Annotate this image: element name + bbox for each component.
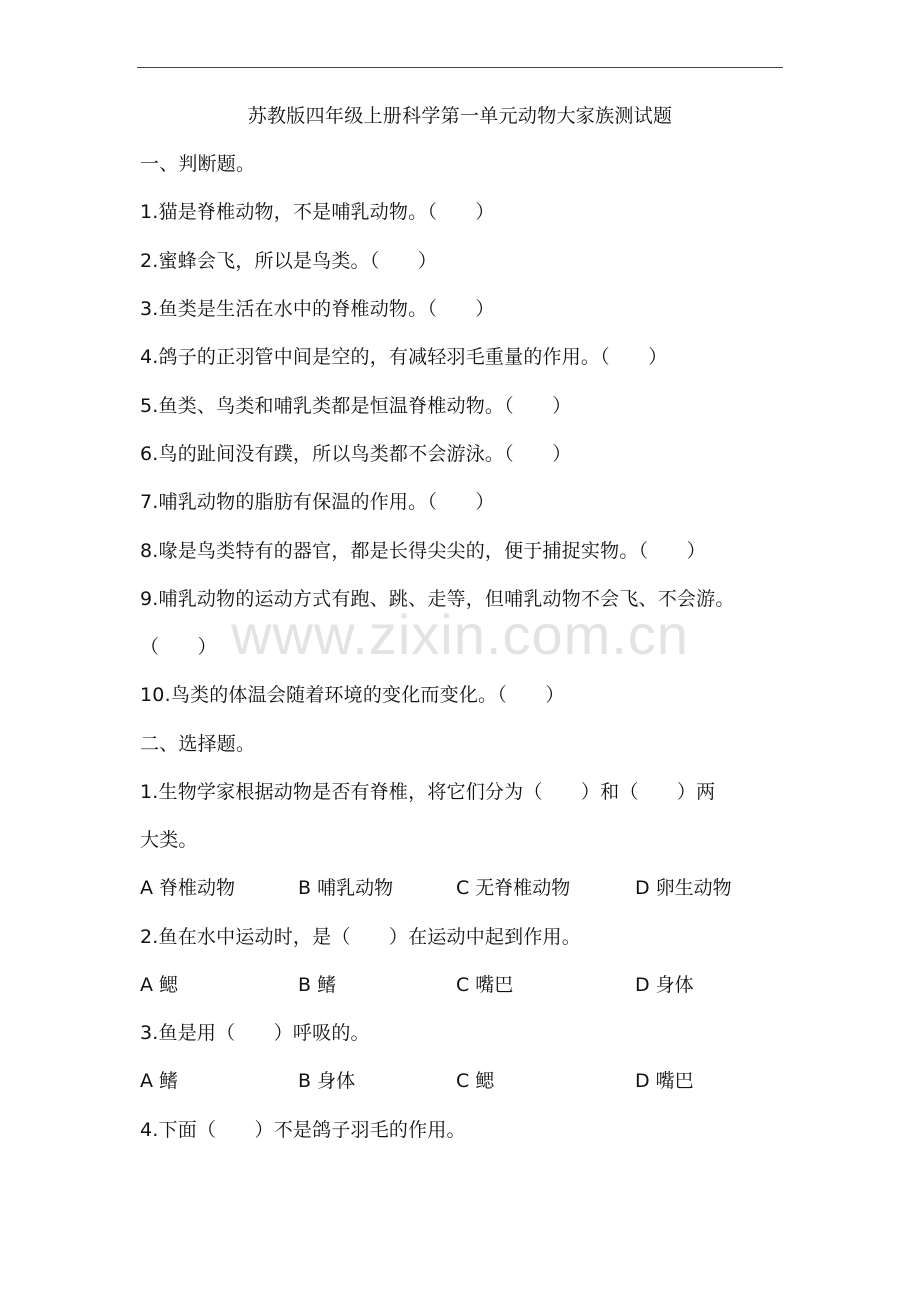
section2-heading: 二、选择题。 — [140, 733, 256, 755]
choice-q1-line2: 大类。 — [140, 829, 198, 851]
choice-q3: 3.鱼是用（ ）呼吸的。 — [140, 1022, 370, 1044]
option-b: B 身体 — [298, 1070, 356, 1092]
option-b: B 鳍 — [298, 974, 337, 996]
choice-q2-options — [140, 970, 780, 1000]
document-title: 苏教版四年级上册科学第一单元动物大家族测试题 — [247, 105, 673, 127]
judge-item-3: 3.鱼类是生活在水中的脊椎动物。（ ） — [140, 298, 495, 320]
option-d: D 身体 — [635, 974, 694, 996]
option-d: D 嘴巴 — [635, 1070, 694, 1092]
option-b: B 哺乳动物 — [298, 877, 394, 899]
judge-item-6: 6.鸟的趾间没有蹼，所以鸟类都不会游泳。（ ） — [140, 443, 572, 465]
choice-q1-line1: 1.生物学家根据动物是否有脊椎，将它们分为（ ）和（ ）两 — [140, 781, 716, 803]
judge-item-2: 2.蜜蜂会飞，所以是鸟类。（ ） — [140, 250, 438, 272]
choice-q4: 4.下面（ ）不是鸽子羽毛的作用。 — [140, 1119, 466, 1141]
judge-item-4: 4.鸽子的正羽管中间是空的，有减轻羽毛重量的作用。（ ） — [140, 346, 668, 368]
header-rule — [137, 67, 783, 68]
choice-q3-options — [140, 1066, 780, 1096]
option-a: A 鳍 — [140, 1070, 179, 1092]
choice-q2: 2.鱼在水中运动时，是（ ）在运动中起到作用。 — [140, 926, 581, 948]
judge-item-9-answer: （ ） — [140, 636, 217, 658]
choice-q1-options — [140, 873, 780, 903]
option-c: C 无脊椎动物 — [456, 877, 571, 899]
judge-item-1: 1.猫是脊椎动物，不是哺乳动物。（ ） — [140, 201, 495, 223]
judge-item-9: 9.哺乳动物的运动方式有跑、跳、走等，但哺乳动物不会飞、不会游。 — [140, 588, 735, 610]
watermark: www.zixin.com.cn — [231, 603, 689, 666]
judge-item-7: 7.哺乳动物的脂肪有保温的作用。（ ） — [140, 491, 495, 513]
option-a: A 鳃 — [140, 974, 179, 996]
option-c: C 嘴巴 — [456, 974, 514, 996]
section1-heading: 一、判断题。 — [140, 153, 256, 175]
option-c: C 鳃 — [456, 1070, 495, 1092]
option-d: D 卵生动物 — [635, 877, 732, 899]
judge-item-10: 10.鸟类的体温会随着环境的变化而变化。（ ） — [140, 684, 565, 706]
judge-item-5: 5.鱼类、鸟类和哺乳类都是恒温脊椎动物。（ ） — [140, 395, 572, 417]
option-a: A 脊椎动物 — [140, 877, 236, 899]
judge-item-8: 8.喙是鸟类特有的器官，都是长得尖尖的，便于捕捉实物。（ ） — [140, 540, 706, 562]
